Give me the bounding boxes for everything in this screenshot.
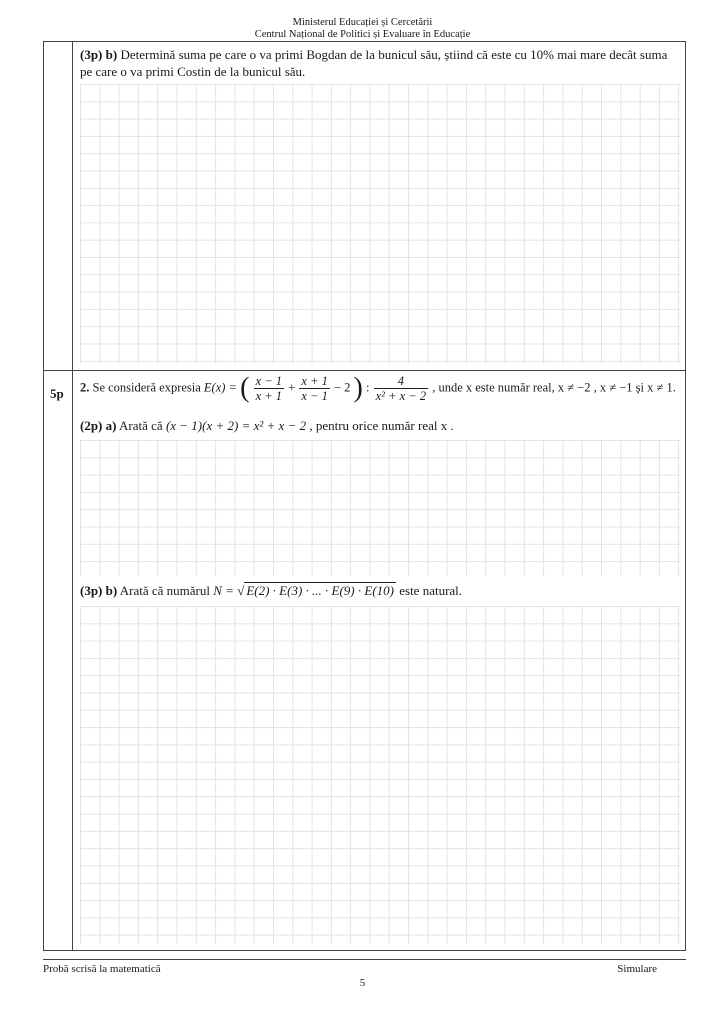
footer-left: Probă scrisă la matematică xyxy=(43,963,161,975)
question-divider xyxy=(43,370,686,371)
q1b-text xyxy=(80,46,685,63)
header-center: Centrul Național de Politici și Evaluare în Educație xyxy=(254,29,471,40)
q2a-pre: Arată că xyxy=(119,418,163,433)
answer-grid-q2b[interactable] xyxy=(80,606,680,944)
q2a-formula: (x − 1)(x + 2) = x² + x − 2 xyxy=(165,418,307,433)
fraction-3-num: 4 xyxy=(374,374,428,389)
points-column-divider xyxy=(72,41,73,951)
fraction-2 xyxy=(299,374,329,403)
q2b-formula-lhs: N = xyxy=(213,583,234,598)
header-ministry: Ministerul Educației și Cercetării xyxy=(292,17,433,28)
minus-two: − 2 xyxy=(333,380,351,395)
q2b-text xyxy=(80,582,462,599)
q2-number: 2. xyxy=(80,380,90,395)
left-paren: ( xyxy=(240,372,250,404)
fraction-1 xyxy=(254,374,284,403)
fraction-2-den: x − 1 xyxy=(301,389,328,403)
q2-points: 5p xyxy=(50,386,64,401)
q2a-post: , pentru orice număr real x . xyxy=(309,418,454,433)
q2a-text xyxy=(80,417,454,434)
fraction-3-den: x² + x − 2 xyxy=(375,389,427,403)
page-number: 5 xyxy=(359,977,366,989)
q2-intro: Se consideră expresia xyxy=(92,380,201,395)
answer-grid-q2a[interactable] xyxy=(80,440,680,576)
q2-statement xyxy=(80,374,685,403)
q2b-label: (3p) b) xyxy=(80,583,118,598)
fraction-1-num: x − 1 xyxy=(255,374,283,388)
q2b-pre: Arată că numărul xyxy=(119,583,210,598)
divide-sign: : xyxy=(366,380,370,395)
q2b-post: este natural. xyxy=(399,583,463,598)
q1b-line1: Determină suma pe care o va primi Bogdan de la bunicul său, știind că este cu 10% mai mare decât suma xyxy=(120,47,668,62)
q1b-line2: pe care o va primi Costin de la bunicul său. xyxy=(80,64,306,79)
q1b-label: (3p) b) xyxy=(80,47,118,62)
answer-grid-q1b[interactable] xyxy=(80,84,680,364)
fraction-3 xyxy=(374,374,428,403)
footer-right: Simulare xyxy=(617,963,657,975)
q2a-label: (2p) a) xyxy=(80,418,117,433)
plus-sign: + xyxy=(288,380,296,395)
q2-tail: , unde x este număr real, x ≠ −2 , x ≠ −1 și x ≠ 1. xyxy=(432,380,676,395)
fraction-1-den: x + 1 xyxy=(255,389,283,403)
q2b-radicand: E(2) · E(3) · ... · E(9) · E(10) xyxy=(246,583,394,598)
right-paren: ) xyxy=(353,372,363,404)
q2-expr-lhs: E(x) = xyxy=(203,380,237,395)
sqrt-symbol: √ xyxy=(237,583,245,598)
fraction-2-num: x + 1 xyxy=(301,374,328,388)
footer-line xyxy=(43,959,686,960)
